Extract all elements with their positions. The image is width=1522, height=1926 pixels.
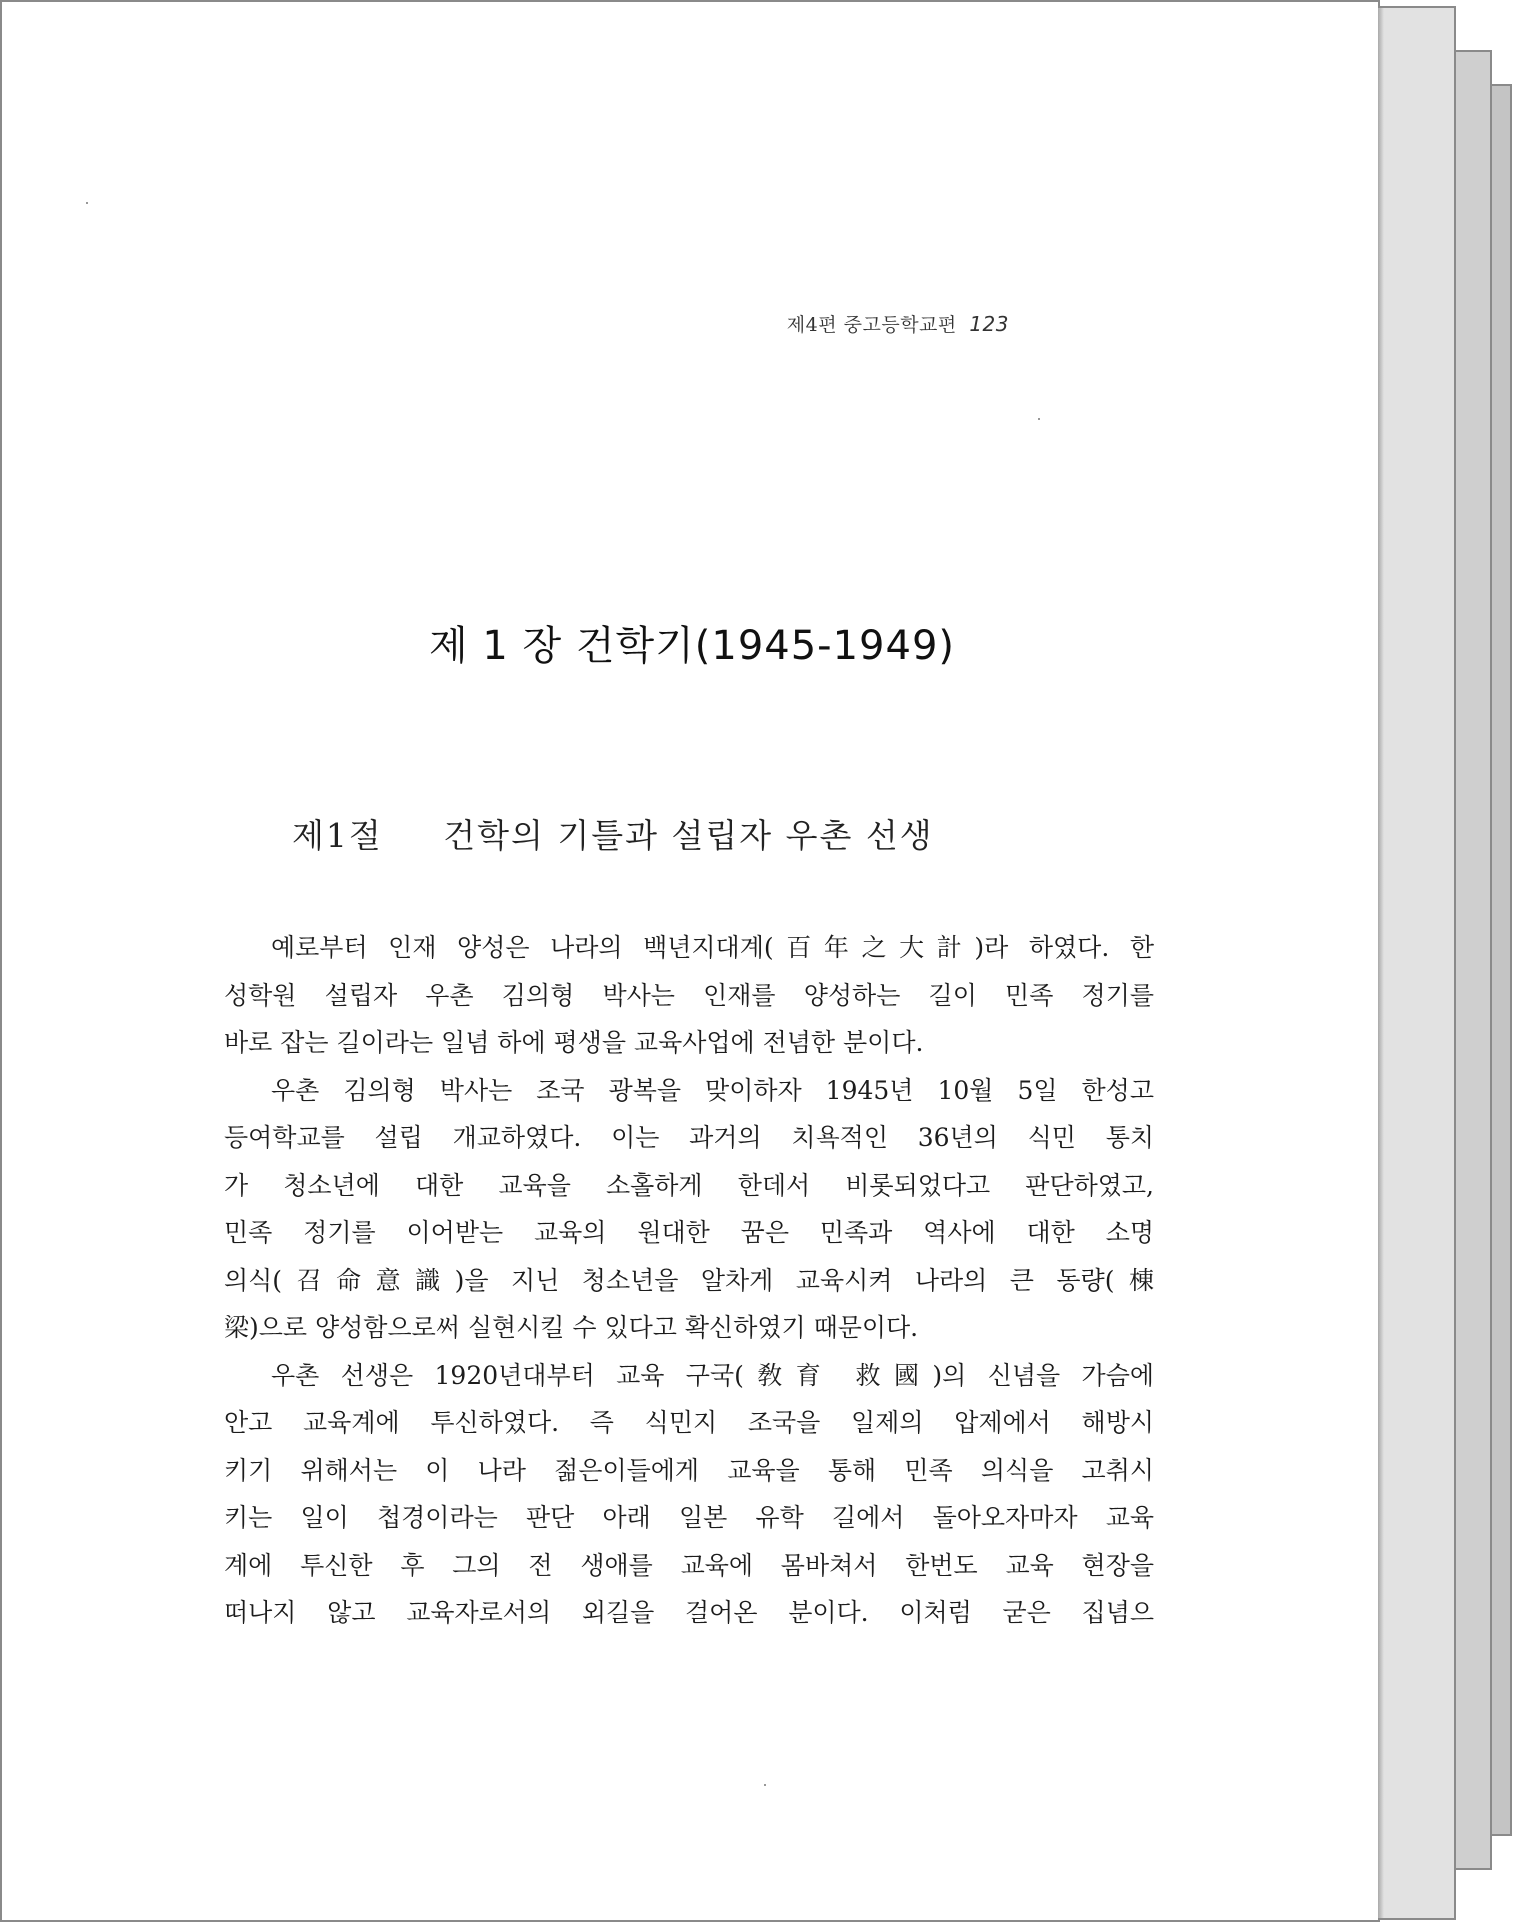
text-line: 의식(召命意識)을 지닌 청소년을 알차게 교육시켜 나라의 큰 동량(棟 bbox=[224, 1265, 1154, 1295]
text-line: 우촌 선생은 1920년대부터 교육 구국(敎育 救國)의 신념을 가슴에 bbox=[271, 1360, 1154, 1390]
running-head bbox=[787, 310, 1009, 337]
text-line: 가 청소년에 대한 교육을 소홀하게 한데서 비롯되었다고 판단하였고, bbox=[224, 1170, 1154, 1200]
text-line: 민족 정기를 이어받는 교육의 원대한 꿈은 민족과 역사에 대한 소명 bbox=[224, 1218, 1154, 1247]
page-edge-shadow bbox=[1378, 8, 1384, 1918]
section-number: 제1절 bbox=[292, 816, 383, 855]
text-line: 키는 일이 첩경이라는 판단 아래 일본 유학 길에서 돌아오자마자 교육 bbox=[224, 1503, 1154, 1532]
page-number: 123 bbox=[969, 312, 1009, 336]
text-line: 예로부터 인재 양성은 나라의 백년지대계(百年之大計)라 하였다. 한 bbox=[271, 933, 1154, 962]
text-line: 키기 위해서는 이 나라 젊은이들에게 교육을 통해 민족 의식을 고취시 bbox=[224, 1455, 1154, 1485]
text-line: 성학원 설립자 우촌 김의형 박사는 인재를 양성하는 길이 민족 정기를 bbox=[224, 980, 1154, 1010]
text-line: 떠나지 않고 교육자로서의 외길을 걸어온 분이다. 이처럼 굳은 집념으 bbox=[224, 1598, 1154, 1627]
chapter-title: 제 1 장 건학기(1945-1949) bbox=[428, 623, 956, 669]
running-head-text: 제4편 중고등학교편 bbox=[786, 314, 957, 336]
page-stack-edge bbox=[1376, 6, 1456, 1920]
scan-speck bbox=[764, 1784, 766, 1786]
section-heading bbox=[292, 810, 934, 857]
text-line: 바로 잡는 길이라는 일념 하에 평생을 교육사업에 전념한 분이다. bbox=[224, 1028, 924, 1057]
text-line: 우촌 김의형 박사는 조국 광복을 맞이하자 1945년 10월 5일 한성고 bbox=[271, 1075, 1154, 1105]
scan-speck bbox=[86, 202, 88, 204]
text-line: 등여학교를 설립 개교하였다. 이는 과거의 치욕적인 36년의 식민 통치 bbox=[224, 1123, 1154, 1152]
scan-speck bbox=[1038, 418, 1040, 420]
text-line: 梁)으로 양성함으로써 실현시킬 수 있다고 확신하였기 때문이다. bbox=[224, 1313, 919, 1342]
body-text bbox=[224, 924, 1154, 1637]
section-title: 건학의 기틀과 설립자 우촌 선생 bbox=[443, 816, 934, 855]
text-line: 안고 교육계에 투신하였다. 즉 식민지 조국을 일제의 압제에서 해방시 bbox=[224, 1408, 1154, 1437]
text-line: 계에 투신한 후 그의 전 생애를 교육에 몸바쳐서 한번도 교육 현장을 bbox=[224, 1550, 1154, 1580]
